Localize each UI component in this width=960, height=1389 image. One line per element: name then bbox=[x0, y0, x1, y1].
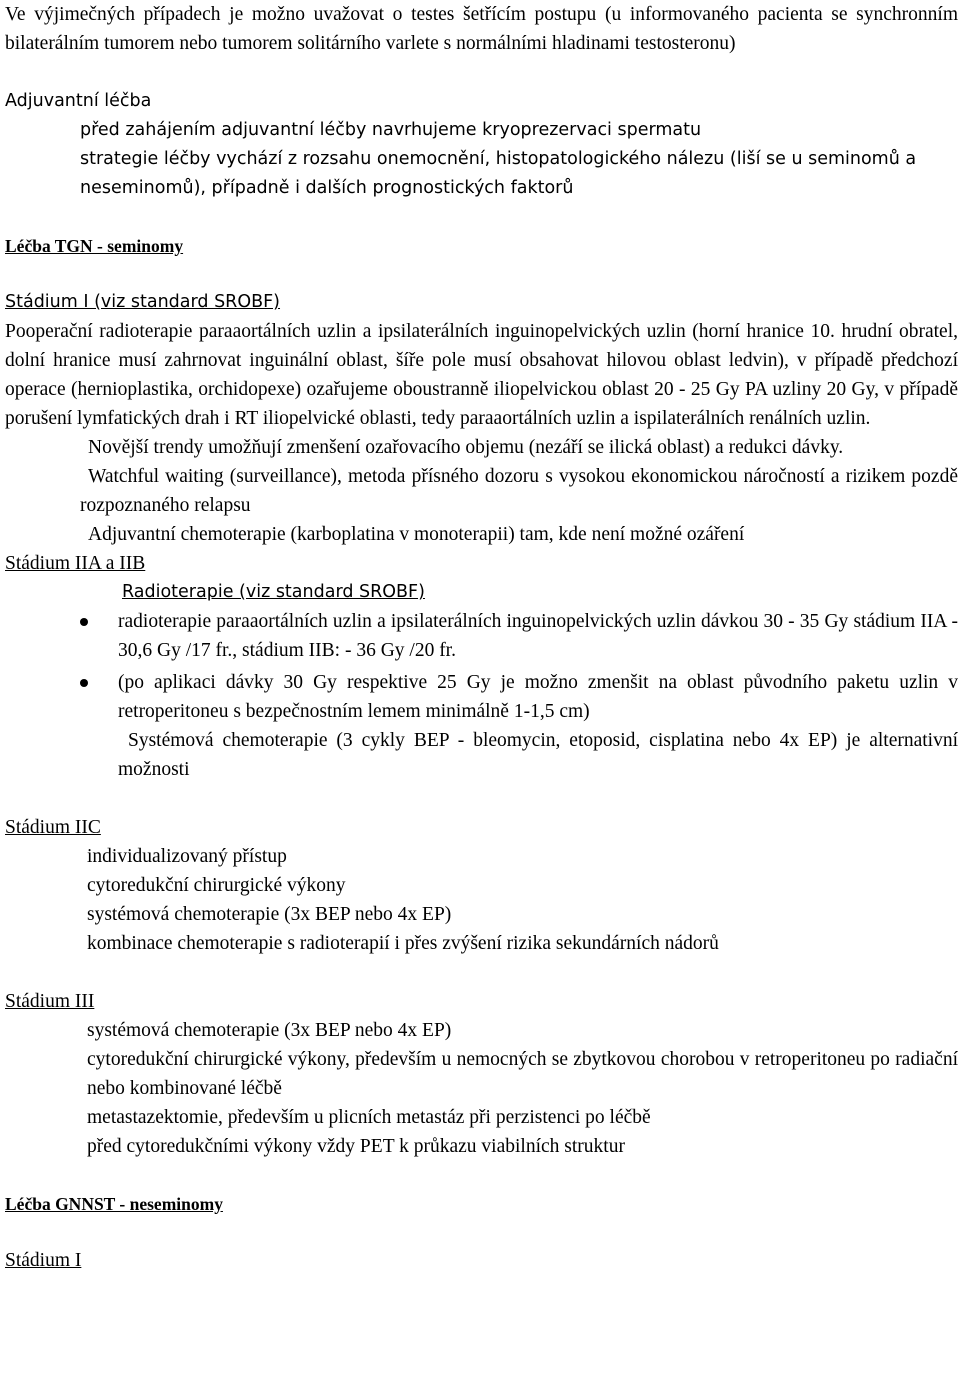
stage3-item-4: před cytoredukčními výkony vždy PET k průkazu viabilních struktur bbox=[87, 1136, 625, 1157]
stage3-heading: Stádium III bbox=[5, 991, 95, 1012]
stage3-item-3: metastazektomie, především u plicních metastáz při perzistenci po léčbě bbox=[87, 1107, 651, 1128]
document-page bbox=[5, 0, 958, 1275]
adjuvant-line-2: strategie léčby vychází z rozsahu onemocnění, histopatologického nálezu (liší se u seminomů a neseminomů), případně i dalších prognostických faktorů bbox=[80, 149, 917, 198]
stage2-chemo: Systémová chemoterapie (3 cykly BEP - bleomycin, etoposid, cisplatina nebo 4x EP) je alternativní možnosti bbox=[118, 730, 958, 780]
nonseminoma-stage1-heading: Stádium I bbox=[5, 1250, 82, 1271]
stage3-item-2: cytoredukční chirurgické výkony, především u nemocných se zbytkovou chorobou v retroperitoneu po radiační nebo kombinované léčbě bbox=[87, 1049, 958, 1099]
stage1-heading: Stádium I (viz standard SROBF) bbox=[5, 292, 281, 312]
stage1-paragraph-4: Adjuvantní chemoterapie (karboplatina v monoterapii) tam, kde není možné ozáření bbox=[88, 524, 745, 545]
stage2-bullet-1-text: radioterapie paraaortálních uzlin a ipsilaterálních inguinopelvických uzlin dávkou 30 - 35 Gy stádium IIA - 30,6 Gy /17 fr., stádium IIB: - 36 Gy /20 fr. bbox=[118, 611, 958, 661]
intro-paragraph: Ve výjimečných případech je možno uvažovat o testes šetřícím postupu (u informovaného pacienta se synchronním bilaterálním tumorem nebo tumorem solitárního varlete s normálními hladinami testosteronu) bbox=[5, 4, 958, 54]
stage2c-item-4: kombinace chemoterapie s radioterapií i přes zvýšení rizika sekundárních nádorů bbox=[87, 933, 719, 954]
stage2c-item-2: cytoredukční chirurgické výkony bbox=[87, 875, 346, 896]
stage1-paragraph-3: Watchful waiting (surveillance), metoda přísného dozoru s vysokou ekonomickou náročností a rizikem pozdě rozpoznaného relapsu bbox=[80, 466, 958, 516]
stage2c-heading: Stádium IIC bbox=[5, 817, 101, 838]
adjuvant-heading: Adjuvantní léčba bbox=[5, 91, 152, 111]
stage2-heading: Stádium IIA a IIB bbox=[5, 553, 146, 574]
bullet-icon bbox=[80, 618, 88, 626]
seminoma-heading: Léčba TGN - seminomy bbox=[5, 236, 184, 256]
stage3-item-1: systémová chemoterapie (3x BEP nebo 4x EP) bbox=[87, 1020, 452, 1041]
stage2-radio-heading: Radioterapie (viz standard SROBF) bbox=[122, 582, 425, 602]
stage2-bullet-2 bbox=[5, 668, 958, 726]
nonseminoma-heading: Léčba GNNST - neseminomy bbox=[5, 1194, 223, 1214]
stage2-bullet-1 bbox=[5, 607, 958, 665]
adjuvant-line-1: před zahájením adjuvantní léčby navrhujeme kryoprezervaci spermatu bbox=[80, 120, 702, 140]
stage2c-item-3: systémová chemoterapie (3x BEP nebo 4x EP) bbox=[87, 904, 452, 925]
stage2c-item-1: individualizovaný přístup bbox=[87, 846, 287, 867]
stage1-paragraph-1: Pooperační radioterapie paraaortálních uzlin a ipsilaterálních inguinopelvických uzlin (horní hranice 10. hrudní obratel, dolní hranice musí zahrnovat inguinální oblast, šíře pole musí obsahovat hilovou oblast ledvin), v případě předchozí operace (hernioplastika, orchidopexe) ozařujeme oboustranně iliopelvickou oblast 20 - 25 Gy PA uzliny 20 Gy, v případě porušení lymfatických drah i RT iliopelvické oblasti, tedy paraaortálních uzlin a ispilaterálních renálních uzlin. bbox=[5, 321, 958, 429]
stage2-bullet-2-text: (po aplikaci dávky 30 Gy respektive 25 Gy je možno zmenšit na oblast původního paketu uzlin v retroperitoneu s bezpečnostním lemem minimálně 1-1,5 cm) bbox=[118, 672, 958, 722]
bullet-icon bbox=[80, 679, 88, 687]
stage1-paragraph-2: Novější trendy umožňují zmenšení ozařovacího objemu (nezáří se ilická oblast) a redukci dávky. bbox=[88, 437, 844, 458]
